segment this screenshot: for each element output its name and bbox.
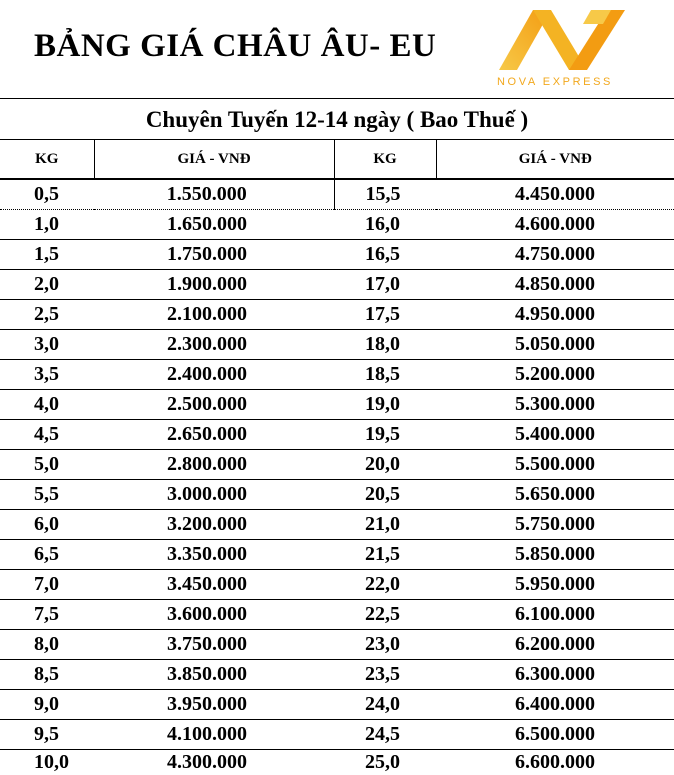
weight-left: 9,5 [0,720,94,750]
price-table [0,98,674,775]
page-title: BẢNG GIÁ CHÂU ÂU- EU [34,28,437,64]
header-price-right: GIÁ - VNĐ [436,140,674,179]
weight-right: 20,0 [334,450,436,480]
weight-right: 16,5 [334,240,436,270]
table-row [0,330,674,360]
price-right: 4.950.000 [436,300,674,330]
price-right: 4.450.000 [436,179,674,210]
table-row [0,720,674,750]
weight-left: 9,0 [0,690,94,720]
weight-left: 10,0 [34,751,69,773]
price-left: 2.650.000 [94,420,334,450]
table-row [0,270,674,300]
price-left: 3.000.000 [94,480,334,510]
price-left: 4.100.000 [94,720,334,750]
price-left: 1.900.000 [94,270,334,300]
price-left: 4.300.000 [167,751,247,773]
price-left: 3.350.000 [94,540,334,570]
weight-left: 8,0 [0,630,94,660]
price-left: 3.750.000 [94,630,334,660]
table-row [0,480,674,510]
price-right: 6.300.000 [436,660,674,690]
price-left: 3.600.000 [94,600,334,630]
price-right: 4.850.000 [436,270,674,300]
weight-left: 8,5 [0,660,94,690]
price-right: 6.400.000 [436,690,674,720]
price-right: 5.300.000 [436,390,674,420]
table-row [0,420,674,450]
table-subtitle: Chuyên Tuyến 12-14 ngày ( Bao Thuế ) [0,99,674,140]
table-row [0,540,674,570]
price-right: 6.200.000 [436,630,674,660]
table-row [0,360,674,390]
weight-right: 25,0 [365,751,400,773]
weight-right: 24,5 [334,720,436,750]
price-left: 3.200.000 [94,510,334,540]
price-right: 5.850.000 [436,540,674,570]
weight-right: 17,0 [334,270,436,300]
price-left: 2.400.000 [94,360,334,390]
price-right: 6.600.000 [515,751,595,773]
price-left: 2.500.000 [94,390,334,420]
table-row [0,450,674,480]
table-row [0,750,674,775]
logo-text: NOVA EXPRESS [497,76,613,88]
weight-left: 7,0 [0,570,94,600]
price-left: 1.650.000 [94,210,334,240]
weight-right: 17,5 [334,300,436,330]
weight-left: 5,0 [0,450,94,480]
price-right: 5.650.000 [436,480,674,510]
header-price-left: GIÁ - VNĐ [94,140,334,179]
price-left: 2.100.000 [94,300,334,330]
weight-left: 4,0 [0,390,94,420]
price-left: 2.300.000 [94,330,334,360]
weight-right: 23,5 [334,660,436,690]
header-row [0,140,674,179]
price-right: 6.500.000 [436,720,674,750]
price-grid [0,140,674,774]
weight-right: 20,5 [334,480,436,510]
weight-left: 1,5 [0,240,94,270]
weight-right: 18,5 [334,360,436,390]
price-right: 5.750.000 [436,510,674,540]
weight-left: 3,0 [0,330,94,360]
weight-right: 22,0 [334,570,436,600]
weight-left: 3,5 [0,360,94,390]
weight-right: 21,5 [334,540,436,570]
table-row [0,510,674,540]
weight-right: 23,0 [334,630,436,660]
price-left: 3.850.000 [94,660,334,690]
weight-right: 15,5 [334,179,436,210]
weight-right: 19,0 [334,390,436,420]
table-row [0,660,674,690]
weight-left: 7,5 [0,600,94,630]
weight-left: 0,5 [0,179,94,210]
weight-right: 16,0 [334,210,436,240]
weight-right: 22,5 [334,600,436,630]
table-row [0,600,674,630]
weight-right: 19,5 [334,420,436,450]
header-kg-right: KG [334,140,436,179]
table-row [0,690,674,720]
price-left: 1.750.000 [94,240,334,270]
weight-left: 6,5 [0,540,94,570]
weight-left: 6,0 [0,510,94,540]
price-right: 5.050.000 [436,330,674,360]
header-kg-left: KG [0,140,94,179]
price-right: 5.500.000 [436,450,674,480]
weight-left: 4,5 [0,420,94,450]
weight-left: 1,0 [0,210,94,240]
price-right: 5.400.000 [436,420,674,450]
price-right: 6.100.000 [436,600,674,630]
price-right: 4.750.000 [436,240,674,270]
table-row [0,240,674,270]
table-row [0,179,674,210]
weight-right: 18,0 [334,330,436,360]
price-left: 3.950.000 [94,690,334,720]
table-row [0,300,674,330]
weight-left: 2,0 [0,270,94,300]
price-left: 1.550.000 [94,179,334,210]
weight-right: 21,0 [334,510,436,540]
price-left: 3.450.000 [94,570,334,600]
weight-right: 24,0 [334,690,436,720]
price-right: 5.200.000 [436,360,674,390]
table-row [0,570,674,600]
price-right: 4.600.000 [436,210,674,240]
table-row [0,210,674,240]
table-row [0,390,674,420]
weight-left: 2,5 [0,300,94,330]
table-row [0,630,674,660]
price-left: 2.800.000 [94,450,334,480]
weight-left: 5,5 [0,480,94,510]
price-right: 5.950.000 [436,570,674,600]
